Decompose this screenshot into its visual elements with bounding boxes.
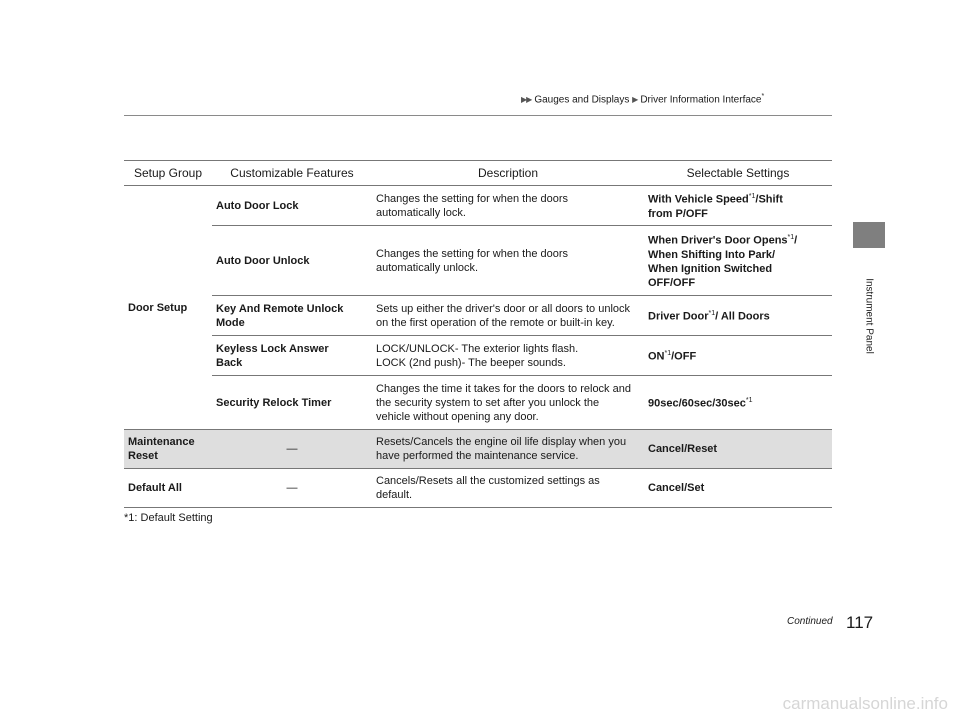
side-label-text: Instrument Panel	[863, 278, 875, 354]
watermark: carmanualsonline.info	[782, 694, 948, 713]
header-settings: Selectable Settings	[644, 161, 832, 186]
double-arrow-icon: ▶▶	[521, 95, 532, 105]
description: Changes the time it takes for the doors to relock and the security system to set after you unlock the vehicle without opening any door.	[372, 376, 644, 430]
settings: ON$^{*1}$/OFF	[644, 336, 832, 376]
page-number: 117	[846, 613, 874, 632]
breadcrumb	[521, 93, 764, 105]
breadcrumb-section: Gauges and Displays	[534, 94, 630, 106]
table-row	[124, 376, 832, 430]
header-rule	[124, 115, 832, 116]
group-maintenance-reset: Maintenance Reset	[124, 430, 212, 469]
continued-label: Continued	[787, 616, 833, 627]
description: Resets/Cancels the engine oil life display when you have performed the maintenance service.	[372, 430, 644, 469]
description: Changes the setting for when the doors automatically lock.	[372, 186, 644, 226]
feature-security-relock-timer: Security Relock Timer	[212, 376, 372, 430]
arrow-icon: ▶	[632, 95, 638, 105]
feature-keyless-lock-answer: Keyless Lock Answer Back	[212, 336, 372, 376]
group-default-all: Default All	[124, 469, 212, 508]
table-header-row	[124, 161, 832, 186]
table-row	[124, 226, 832, 296]
settings: Driver Door$^{*1}$/ All Doors	[644, 296, 832, 336]
feature-dash: —	[212, 469, 372, 508]
footnote: *1: Default Setting	[124, 512, 213, 524]
settings: Cancel/Set	[644, 469, 832, 508]
description: Cancels/Resets all the customized settings as default.	[372, 469, 644, 508]
group-door-setup: Door Setup	[124, 186, 212, 430]
table-row	[124, 186, 832, 226]
settings: Cancel/Reset	[644, 430, 832, 469]
settings: When Driver's Door Opens$^{*1}$/ When Shifting Into Park/ When Ignition Switched OFF/OFF	[644, 226, 832, 296]
feature-key-remote-unlock: Key And Remote Unlock Mode	[212, 296, 372, 336]
table-row	[124, 296, 832, 336]
table-row-maintenance	[124, 430, 832, 469]
table-row	[124, 336, 832, 376]
settings: $90\sec/60\sec/30\sec^{*1}$	[644, 376, 832, 430]
settings: With Vehicle Speed$^{*1}$/Shift from P/OFF	[644, 186, 832, 226]
header-setup-group: Setup Group	[124, 161, 212, 186]
footnote-mark: *	[761, 93, 765, 100]
side-tab-marker	[853, 222, 885, 248]
feature-auto-door-lock: Auto Door Lock	[212, 186, 372, 226]
feature-auto-door-unlock: Auto Door Unlock	[212, 226, 372, 296]
breadcrumb-subsection: Driver Information Interface	[640, 94, 762, 106]
table-row-default-all	[124, 469, 832, 508]
settings-table	[124, 160, 832, 508]
feature-dash: —	[212, 430, 372, 469]
description: Changes the setting for when the doors automatically unlock.	[372, 226, 644, 296]
description: Sets up either the driver's door or all doors to unlock on the first operation of the remote or built-in key.	[372, 296, 644, 336]
description: LOCK/UNLOCK- The exterior lights flash. LOCK (2nd push)- The beeper sounds.	[372, 336, 644, 376]
side-label	[862, 256, 876, 376]
header-features: Customizable Features	[212, 161, 372, 186]
header-description: Description	[372, 161, 644, 186]
